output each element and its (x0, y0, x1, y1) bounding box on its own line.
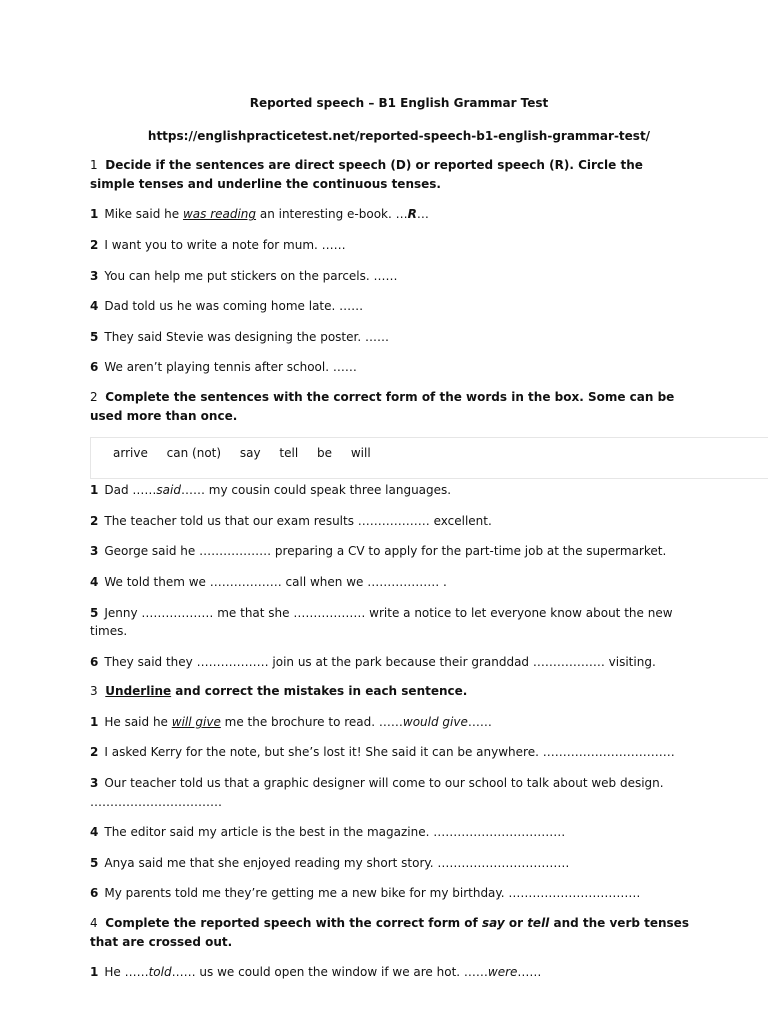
word-box-words (113, 444, 386, 463)
section-number: 1 (90, 158, 98, 173)
answer-line: …………………………… (90, 794, 222, 809)
section-number: 2 (90, 389, 98, 404)
box-word: be (317, 446, 333, 461)
box-word: arrive (113, 446, 148, 461)
section-4-instruction: 4 Complete the reported speech with the correct form of say or tell and the verb tenses that are crossed out. (90, 916, 689, 949)
list-item: 1 Dad ……said…… my cousin could speak three languages. (90, 483, 452, 498)
list-item: 1 Mike said he was reading an interesting e-book. …R… (90, 207, 429, 222)
list-item: 5 Jenny ……………… me that she ……………… write a notice to let everyone know about the new times. (90, 605, 673, 639)
answer: said (156, 483, 181, 498)
section-3-instruction (90, 682, 690, 701)
section-2-instruction (90, 388, 690, 425)
list-item: 3 You can help me put stickers on the parcels. …… (90, 268, 398, 283)
list-item: 4 The editor said my article is the best in the magazine. …………………………… (90, 825, 566, 840)
list-item: 1 He ……told…… us we could open the window if we are hot. ……were…… (90, 965, 542, 980)
list-item: 6 My parents told me they’re getting me a new bike for my birthday. …………………………… (90, 886, 641, 901)
list-item: 6 They said they ……………… join us at the park because their granddad ……………… visiting. (90, 654, 656, 669)
page-title: Reported speech – B1 English Grammar Test (249, 96, 549, 110)
word-box (90, 437, 690, 479)
list-item: 2 The teacher told us that our exam results ……………… excellent. (90, 513, 492, 528)
box-word: will (350, 446, 371, 461)
list-item: 6 We aren’t playing tennis after school. …… (90, 360, 357, 375)
instruction-text: and correct the mistakes in each sentence. (171, 684, 468, 699)
worksheet (90, 94, 690, 982)
instruction-text: Decide if the sentences are direct speech (D) or reported speech (R). Circle the simple tenses and underline the continuous tenses. (90, 158, 643, 191)
list-item: 3 George said he ……………… preparing a CV to apply for the part-time job at the supermarket. (90, 544, 667, 559)
section-1-instruction (90, 156, 690, 193)
box-word: can (not) (166, 446, 222, 461)
list-item: 5 Anya said me that she enjoyed reading my short story. …………………………… (90, 855, 570, 870)
list-item: 2 I asked Kerry for the note, but she’s lost it! She said it can be anywhere. …………………………… (90, 745, 675, 760)
source-url[interactable]: https://englishpracticetest.net/reported-speech-b1-english-grammar-test/ (147, 128, 651, 143)
underlined-verb: was reading (182, 207, 257, 222)
answer: told (148, 965, 172, 980)
answer: would give (402, 714, 468, 729)
list-item: 1 He said he will give me the brochure to read. ……would give…… (90, 714, 492, 729)
answer: R (407, 207, 417, 222)
list-item: 3 Our teacher told us that a graphic designer will come to our school to talk about web design. …………………………… (90, 776, 664, 809)
box-word: say (239, 446, 261, 461)
list-item: 4 Dad told us he was coming home late. …… (90, 299, 364, 314)
list-item: 5 They said Stevie was designing the poster. …… (90, 329, 389, 344)
section-number: 3 (90, 684, 98, 699)
section-number: 4 (90, 916, 98, 931)
answer: were (487, 965, 518, 980)
list-item: 4 We told them we ……………… call when we ……………… . (90, 574, 447, 589)
list-item: 2 I want you to write a note for mum. …… (90, 237, 346, 252)
instruction-underline: Underline (105, 684, 172, 699)
underlined-mistake: will give (171, 714, 221, 729)
box-word: tell (279, 446, 299, 461)
instruction-text: Complete the sentences with the correct form of the words in the box. Some can be used more than once. (90, 389, 675, 423)
